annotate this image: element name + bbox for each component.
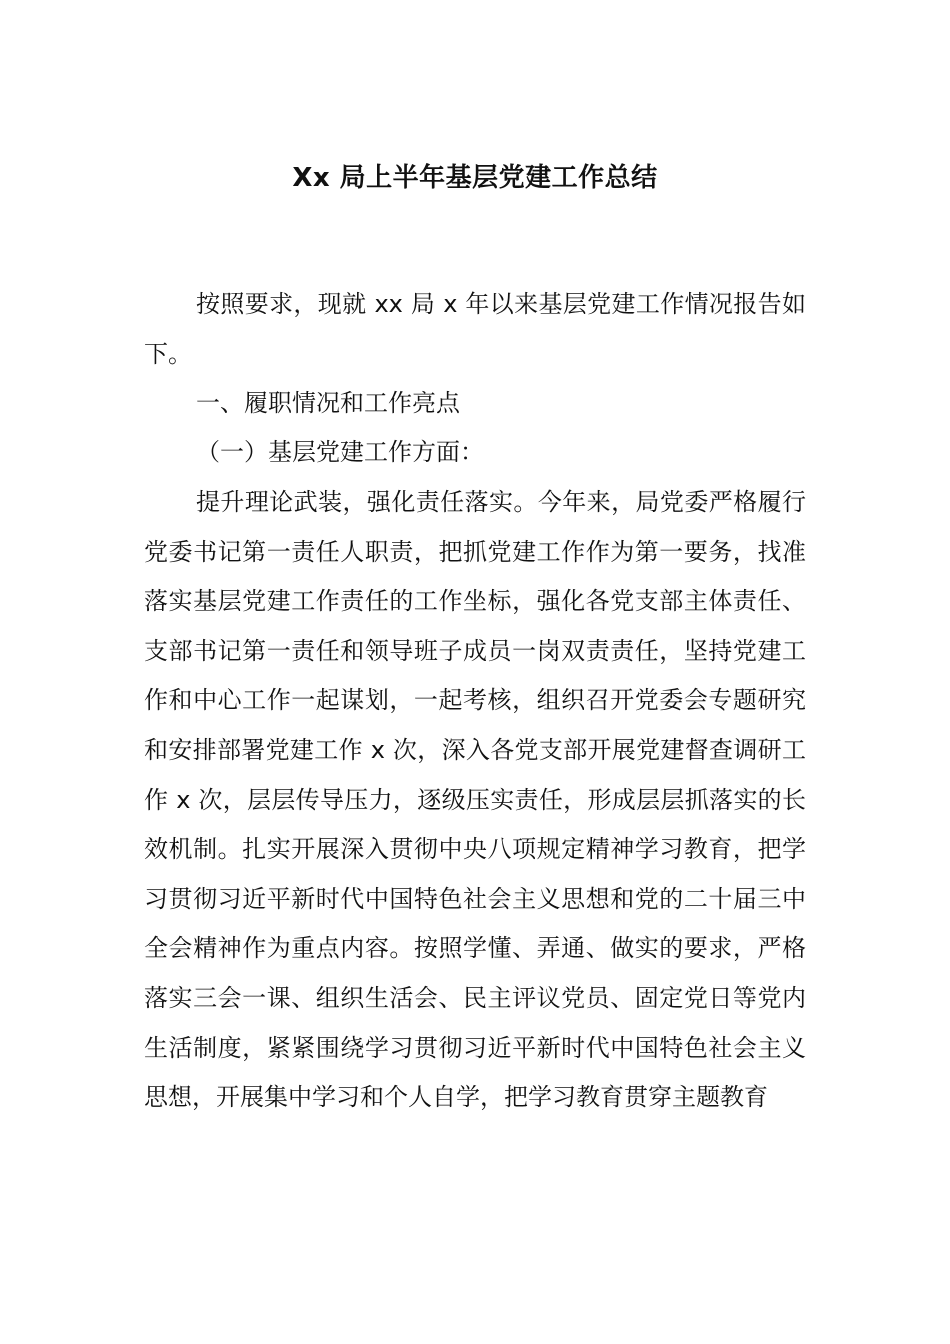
document-title: Xx 局上半年基层党建工作总结 [292,163,658,193]
intro-paragraph: 按照要求，现就 xx 局 x 年以来基层党建工作情况报告如下。 [144,290,806,368]
subsection-heading: （一）基层党建工作方面： [196,438,484,466]
body-paragraph: 提升理论武装，强化责任落实。今年来，局党委严格履行党委书记第一责任人职责，把抓党建工作作为第一要务，找准落实基层党建工作责任的工作坐标，强化各党支部主体责任、支部书记第一责任和领导班子成员一岗双责责任，坚持党建工作和中心工作一起谋划，一起考核，组织召开党委会专题研究和安排部署党建工作 x 次，深入各党支部开展党建督查调研工作 x 次，层层传导压力，逐级压实责任，形成层层抓落实的长效机制。扎实开展深入贯彻中央八项规定精神学习教育，把学习贯彻习近平新时代中国特色社会主义思想和党的二十届三中全会精神作为重点内容。按照学懂、弄通、做实的要求，严格落实三会一课、组织生活会、民主评议党员、固定党日等党内生活制度，紧紧围绕学习贯彻习近平新时代中国特色社会主义思想，开展集中学习和个人自学，把学习教育贯穿主题教育 [144,488,806,1112]
section-heading: 一、履职情况和工作亮点 [196,389,460,417]
